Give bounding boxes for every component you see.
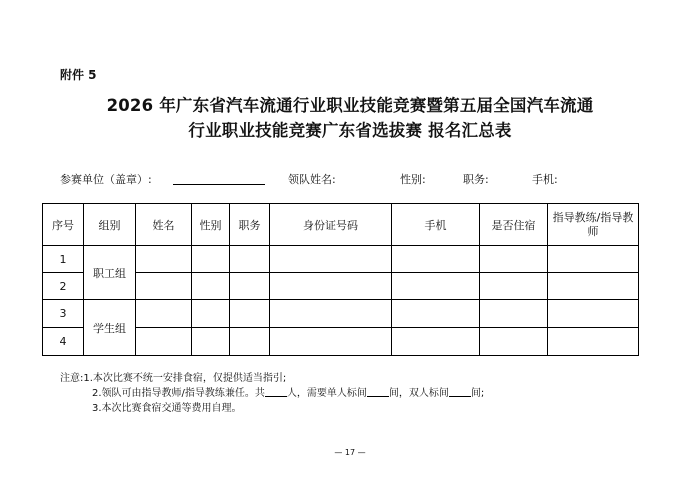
empty-cell [480, 273, 548, 300]
table-row [43, 246, 639, 273]
empty-cell [136, 328, 192, 356]
empty-cell [480, 328, 548, 356]
header-cell: 序号 [43, 204, 84, 246]
empty-cell [270, 300, 392, 328]
empty-cell [192, 246, 230, 273]
title-line-1: 2026 年广东省汽车流通行业职业技能竞赛暨第五届全国汽车流通 [106, 96, 594, 115]
row-number: 4 [43, 328, 84, 356]
page-number: — 17 — [334, 448, 366, 457]
note-text: 2.领队可由指导教师/指导教练兼任。共 [92, 388, 265, 399]
header-cell: 身份证号码 [270, 204, 392, 246]
row-number: 3 [43, 300, 84, 328]
phone-label: 手机: [532, 173, 558, 186]
header-cell: 指导教练/指导教师 [548, 204, 639, 246]
row-number: 2 [43, 273, 84, 300]
note-line-1 [60, 371, 484, 386]
empty-cell [548, 273, 639, 300]
header-cell: 组别 [84, 204, 136, 246]
empty-cell [548, 246, 639, 273]
empty-cell [136, 246, 192, 273]
registration-table [42, 203, 639, 356]
notes-prefix: 注意: [60, 373, 84, 384]
note-text: 3.本次比赛食宿交通等费用自理。 [92, 403, 242, 414]
empty-cell [192, 328, 230, 356]
position-label: 职务: [463, 173, 489, 186]
note-text: 间，双人标间 [388, 388, 449, 399]
unit-signature-line [173, 184, 265, 185]
group-name: 学生组 [84, 300, 136, 356]
note-text: 1.本次比赛不统一安排食宿，仅提供适当指引; [83, 373, 287, 384]
empty-cell [136, 300, 192, 328]
empty-cell [480, 300, 548, 328]
note-text: 间; [470, 388, 485, 399]
header-cell: 职务 [230, 204, 270, 246]
empty-cell [270, 328, 392, 356]
header-cell: 手机 [392, 204, 480, 246]
header-cell: 姓名 [136, 204, 192, 246]
note-line-3 [60, 401, 484, 416]
empty-cell [270, 273, 392, 300]
empty-cell [192, 300, 230, 328]
blank-single-rooms [367, 386, 389, 397]
empty-cell [392, 273, 480, 300]
empty-cell [270, 246, 392, 273]
notes-block [60, 371, 484, 416]
empty-cell [548, 328, 639, 356]
row-number: 1 [43, 246, 84, 273]
blank-total-people [265, 386, 287, 397]
empty-cell [548, 300, 639, 328]
table-header-row [43, 204, 639, 246]
note-text: 人，需要单人标间 [286, 388, 367, 399]
attachment-label: 附件 5 [60, 68, 97, 82]
note-line-2 [60, 386, 484, 401]
empty-cell [392, 246, 480, 273]
empty-cell [392, 300, 480, 328]
group-name: 职工组 [84, 246, 136, 300]
blank-double-rooms [449, 386, 471, 397]
empty-cell [230, 328, 270, 356]
leader-name-label: 领队姓名: [288, 173, 336, 186]
header-cell: 是否住宿 [480, 204, 548, 246]
empty-cell [230, 246, 270, 273]
unit-label: 参赛单位（盖章）: [60, 173, 152, 186]
empty-cell [136, 273, 192, 300]
header-cell: 性别 [192, 204, 230, 246]
table-row [43, 300, 639, 328]
gender-label: 性别: [400, 173, 426, 186]
empty-cell [480, 246, 548, 273]
empty-cell [230, 300, 270, 328]
empty-cell [392, 328, 480, 356]
empty-cell [192, 273, 230, 300]
empty-cell [230, 273, 270, 300]
title-line-2: 行业职业技能竞赛广东省选拔赛 报名汇总表 [188, 121, 512, 140]
